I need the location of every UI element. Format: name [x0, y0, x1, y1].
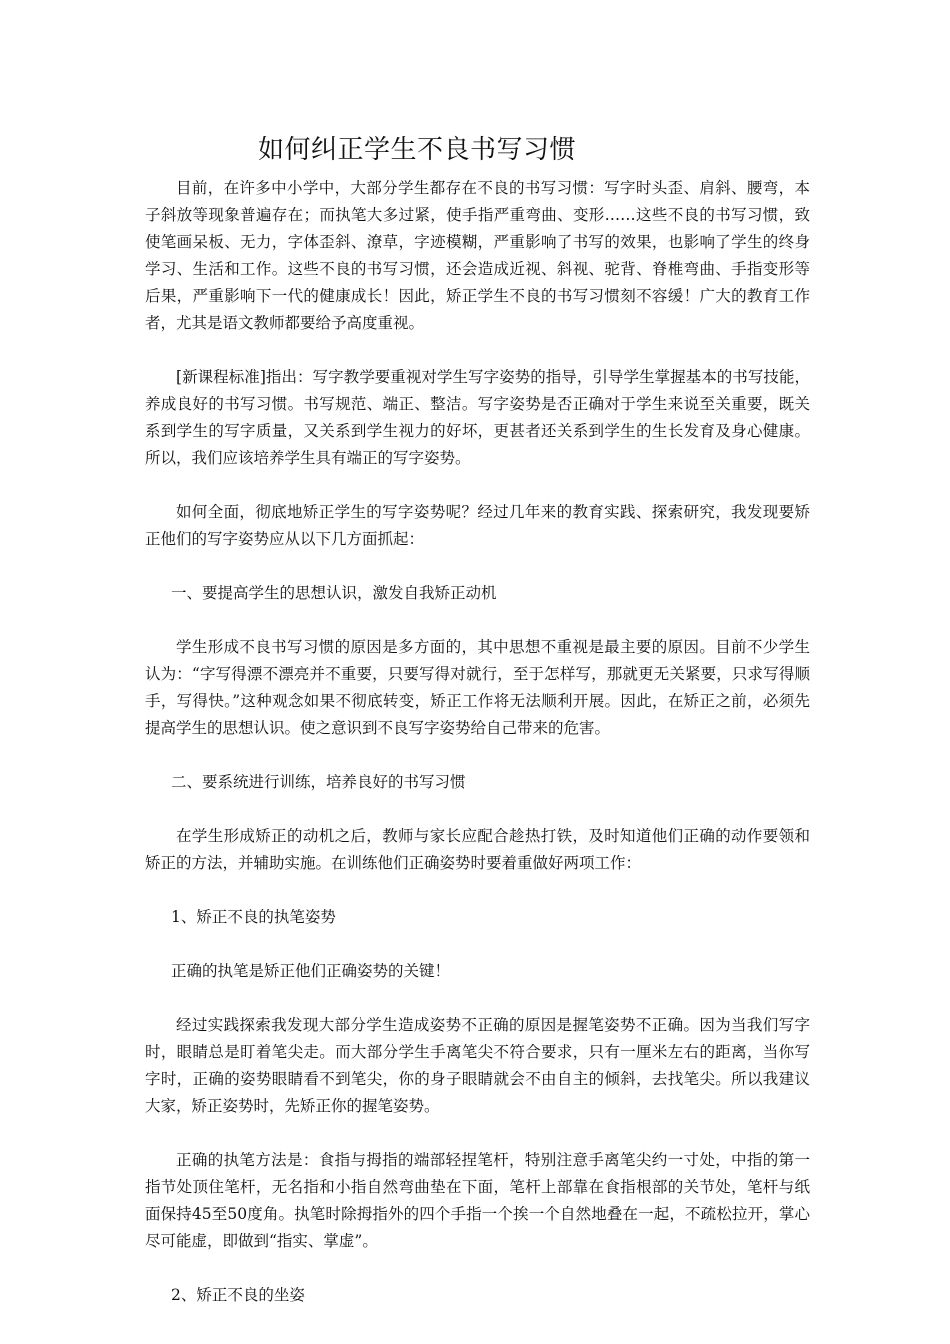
paragraph-intro: 目前，在许多中小学中，大部分学生都存在不良的书写习惯：写字时头歪、肩斜、腰弯，本子斜放等现象普遍存在；而执笔大多过紧，使手指严重弯曲、变形……这些不良的书写习惯，致使笔画呆板、无力，字体歪斜、潦草，字迹模糊，严重影响了书写的效果，也影响了学生的终身学习、生活和工作。这些不良的书写习惯，还会造成近视、斜视、驼背、脊椎弯曲、手指变形等后果，严重影响下一代的健康成长！因此，矫正学生不良的书写习惯刻不容缓！广大的教育工作者，尤其是语文教师都要给予高度重视。 — [145, 179, 810, 332]
blank-line — [145, 985, 810, 1012]
paragraph-section1: 学生形成不良书写习惯的原因是多方面的，其中思想不重视是最主要的原因。目前不少学生认为：“字写得漂不漂亮并不重要，只要写得对就行，至于怎样写，那就更无关紧要，只求写得顺手，写得快。”这种观念如果不彻底转变，矫正工作将无法顺利开展。因此，在矫正之前，必须先提高学生的思想认识。使之意识到不良写字姿势给自己带来的危害。 — [145, 638, 810, 737]
blank-line — [145, 472, 810, 499]
paragraph-standard: [新课程标准]指出：写字教学要重视对学生写字姿势的指导，引导学生掌握基本的书写技能，养成良好的书写习惯。书写规范、端正、整洁。写字姿势是否正确对于学生来说至关重要，既关系到学生的写字质量，又关系到学生视力的好坏，更甚者还关系到学生的生长发育及身心健康。所以，我们应该培养学生具有端正的写字姿势。 — [145, 368, 810, 467]
paragraph-section2: 在学生形成矫正的动机之后，教师与家长应配合趁热打铁，及时知道他们正确的动作要领和矫正的方法，并辅助实施。在训练他们正确姿势时要着重做好两项工作： — [145, 827, 810, 872]
blank-line — [145, 1255, 810, 1282]
blank-line — [145, 337, 810, 364]
section-heading-2: 二、要系统进行训练，培养良好的书写习惯 — [171, 773, 466, 791]
document-body — [145, 175, 810, 1309]
blank-line — [145, 553, 810, 580]
subheading-1: 1、矫正不良的执笔姿势 — [171, 908, 336, 926]
subheading-2: 2、矫正不良的坐姿 — [171, 1286, 305, 1304]
blank-line — [145, 607, 810, 634]
blank-line — [145, 742, 810, 769]
paragraph-key: 正确的执笔是矫正他们正确姿势的关键！ — [171, 962, 451, 980]
paragraph-method: 正确的执笔方法是：食指与拇指的端部轻捏笔杆，特别注意手离笔尖约一寸处，中指的第一指节处顶住笔杆，无名指和小指自然弯曲垫在下面，笔杆上部靠在食指根部的关节处，笔杆与纸面保持45至50度角。执笔时除拇指外的四个手指一个挨一个自然地叠在一起，不疏松拉开，掌心尽可能虚，即做到“指实、掌虚”。 — [145, 1151, 810, 1250]
document-title: 如何纠正学生不良书写习惯 — [258, 135, 577, 165]
blank-line — [145, 931, 810, 958]
paragraph-explore: 经过实践探索我发现大部分学生造成姿势不正确的原因是握笔姿势不正确。因为当我们写字时，眼睛总是盯着笔尖走。而大部分学生手离笔尖不符合要求，只有一厘米左右的距离，当你写字时，正确的姿势眼睛看不到笔尖，你的身子眼睛就会不由自主的倾斜，去找笔尖。所以我建议大家，矫正姿势时，先矫正你的握笔姿势。 — [145, 1016, 810, 1115]
blank-line — [145, 1120, 810, 1147]
blank-line — [145, 877, 810, 904]
section-heading-1: 一、要提高学生的思想认识，激发自我矫正动机 — [171, 584, 497, 602]
paragraph-question: 如何全面，彻底地矫正学生的写字姿势呢？经过几年来的教育实践、探索研究，我发现要矫正他们的写字姿势应从以下几方面抓起： — [145, 503, 810, 548]
blank-line — [145, 796, 810, 823]
